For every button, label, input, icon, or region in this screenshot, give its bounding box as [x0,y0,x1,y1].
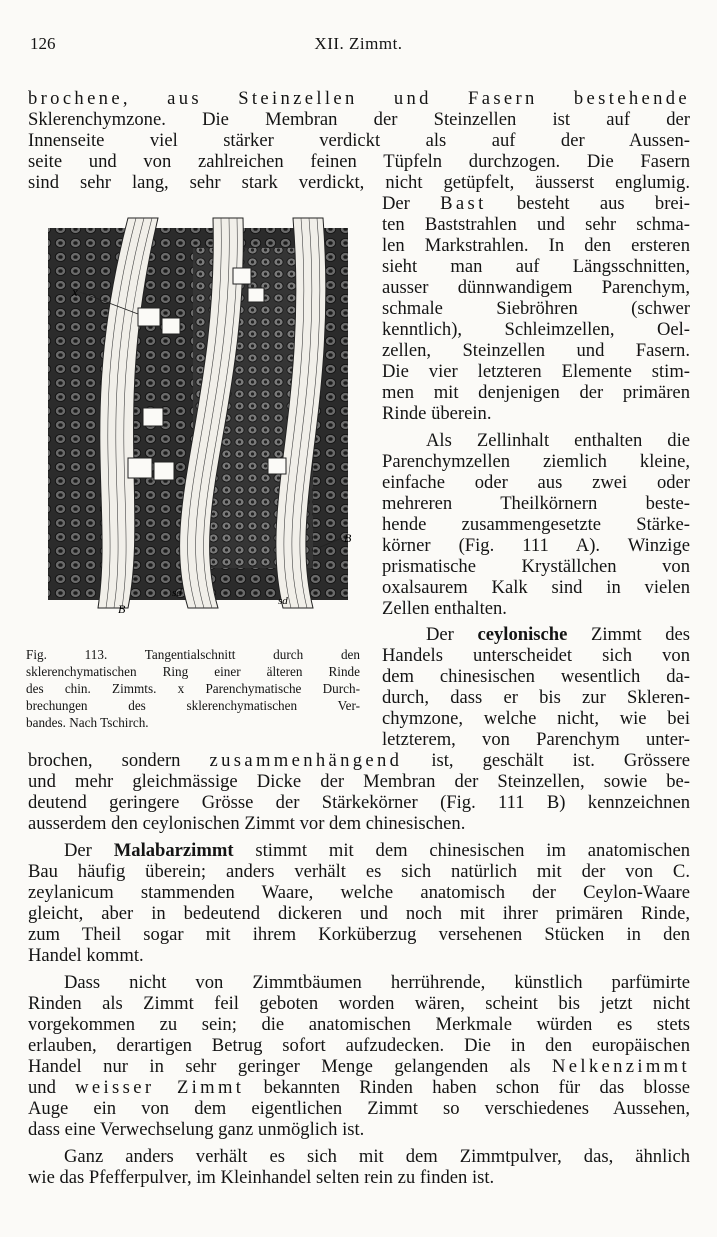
text-line: Der Malabarzimmt stimmt mit dem chinesischen im anatomischen [64,840,690,861]
text-line: Der ceylonische Zimmt des [426,624,690,645]
text-line: Handels unterscheidet sich von [382,645,690,666]
text-line: Dass nicht von Zimmtbäumen herrührende, künstlich parfümirte [64,972,690,993]
text-line: Rinde überein. [382,403,492,424]
text-line: mehreren Theilkörnern beste- [382,493,690,514]
text-line: Handel nur in sehr geringer Menge gelangenden als Nelkenzimmt [28,1056,690,1077]
text-line: oxalsaurem Kalk sind in vielen [382,577,690,598]
text-line: Sklerenchymzone. Die Membran der Steinzellen ist auf der [28,109,690,130]
text-line: Parenchymzellen ziemlich kleine, [382,451,690,472]
text-line: chymzone, welche nicht, wie bei [382,708,690,729]
text-line: Als Zellinhalt enthalten die [426,430,690,451]
text-line: Ganz anders verhält es sich mit dem Zimmtpulver, das, ähnlich [64,1146,690,1167]
text-line: dass eine Verwechselung ganz unmöglich ist. [28,1119,365,1140]
running-title: XII. Zimmt. [314,34,403,53]
text-line: Innenseite viel stärker verdickt als auf der Aussen- [28,130,690,151]
text-line: kenntlich), Schleimzellen, Oel- [382,319,690,340]
text-line: zellen, Steinzellen und Fasern. [382,340,690,361]
text-line: erlauben, derartigen Betrug sofort aufzudecken. Die in den europäischen [28,1035,690,1056]
text-line: brochene, aus Steinzellen und Fasern bestehende [28,88,690,109]
text-line: Der Bast besteht aus brei- [382,193,690,214]
text-line: vorgekommen zu sein; die anatomischen Merkmale würden es stets [28,1014,690,1035]
text-line: Rinden als Zimmt feil geboten worden wären, scheint bis jetzt nicht [28,993,690,1014]
text-line: ausserdem den ceylonischen Zimmt vor dem chinesischen. [28,813,466,834]
text-line: hende zusammengesetzte Stärke- [382,514,690,535]
text-line: körner (Fig. 111 A). Winzige [382,535,690,556]
text-line: einfache oder aus zwei oder [382,472,690,493]
text-line: zeylanicum stammenden Waare, welche anatomisch der Ceylon-Waare [28,882,690,903]
text-line: und mehr gleichmässige Dicke der Membran der Steinzellen, sowie be- [28,771,690,792]
figure-label-sd1: sd [172,587,182,599]
text-line: schmale Siebröhren (schwer [382,298,690,319]
text-line: letzterem, von Parenchym unter- [382,729,690,750]
text-line: brochen, sondern zusammenhängend ist, geschält ist. Grössere [28,750,690,771]
text-line: gleicht, aber in bedeutend dickeren und noch mit ihrer primären Rinde, [28,903,690,924]
page-header [0,34,717,56]
text-line: men mit denjenigen der primären [382,382,690,403]
figure-caption: Fig. 113. Tangentialschnitt durch den sklerenchymatischen Ring einer älteren Rinde des chin. Zimmts. x Parenchymatische Durch- brechungen des sklerenchymatischen Ver- bandes. Nach Tschirch. [26,647,360,730]
text-line: seite und von zahlreichen feinen Tüpfeln durchzogen. Die Fasern [28,151,690,172]
text-line: Bau häufig überein; anders verhält es sich natürlich mit der von C. [28,861,690,882]
text-line: dem chinesischen wesentlich da- [382,666,690,687]
text-line: prismatische Kryställchen von [382,556,690,577]
text-line: ausser dünnwandigem Parenchym, [382,277,690,298]
figure-label-sd2: sd [278,595,288,607]
text-line: wie das Pfefferpulver, im Kleinhandel selten rein zu finden ist. [28,1167,495,1188]
text-line: und weisser Zimmt bekannten Rinden haben schon für das blosse [28,1077,690,1098]
text-line: zum Theil sogar mit ihrem Korküberzug versehenen Stücken in den [28,924,690,945]
figure-label-b1: B [118,602,126,616]
text-line: deutend geringere Grösse der Stärkekörner (Fig. 111 B) kennzeichnen [28,792,690,813]
text-line: Die vier letzteren Elemente stim- [382,361,690,382]
text-line: Zellen enthalten. [382,598,507,619]
figure-113 [38,208,363,620]
text-line: sind sehr lang, sehr stark verdickt, nicht getüpfelt, äusserst englumig. [28,172,690,193]
text-line: Auge ein von dem eigentlichen Zimmt so verschiedenes Aussehen, [28,1098,690,1119]
text-line: sieht man auf Längsschnitten, [382,256,690,277]
figure-label-b2: B [344,531,352,545]
page-number: 126 [30,34,56,53]
text-line: Handel kommt. [28,945,144,966]
figure-label-x: x [72,284,78,299]
text-line: ten Baststrahlen und sehr schma- [382,214,690,235]
text-line: len Markstrahlen. In den ersteren [382,235,690,256]
tangential-section-illustration [38,208,363,620]
text-line: durch, dass er bis zur Skleren- [382,687,690,708]
